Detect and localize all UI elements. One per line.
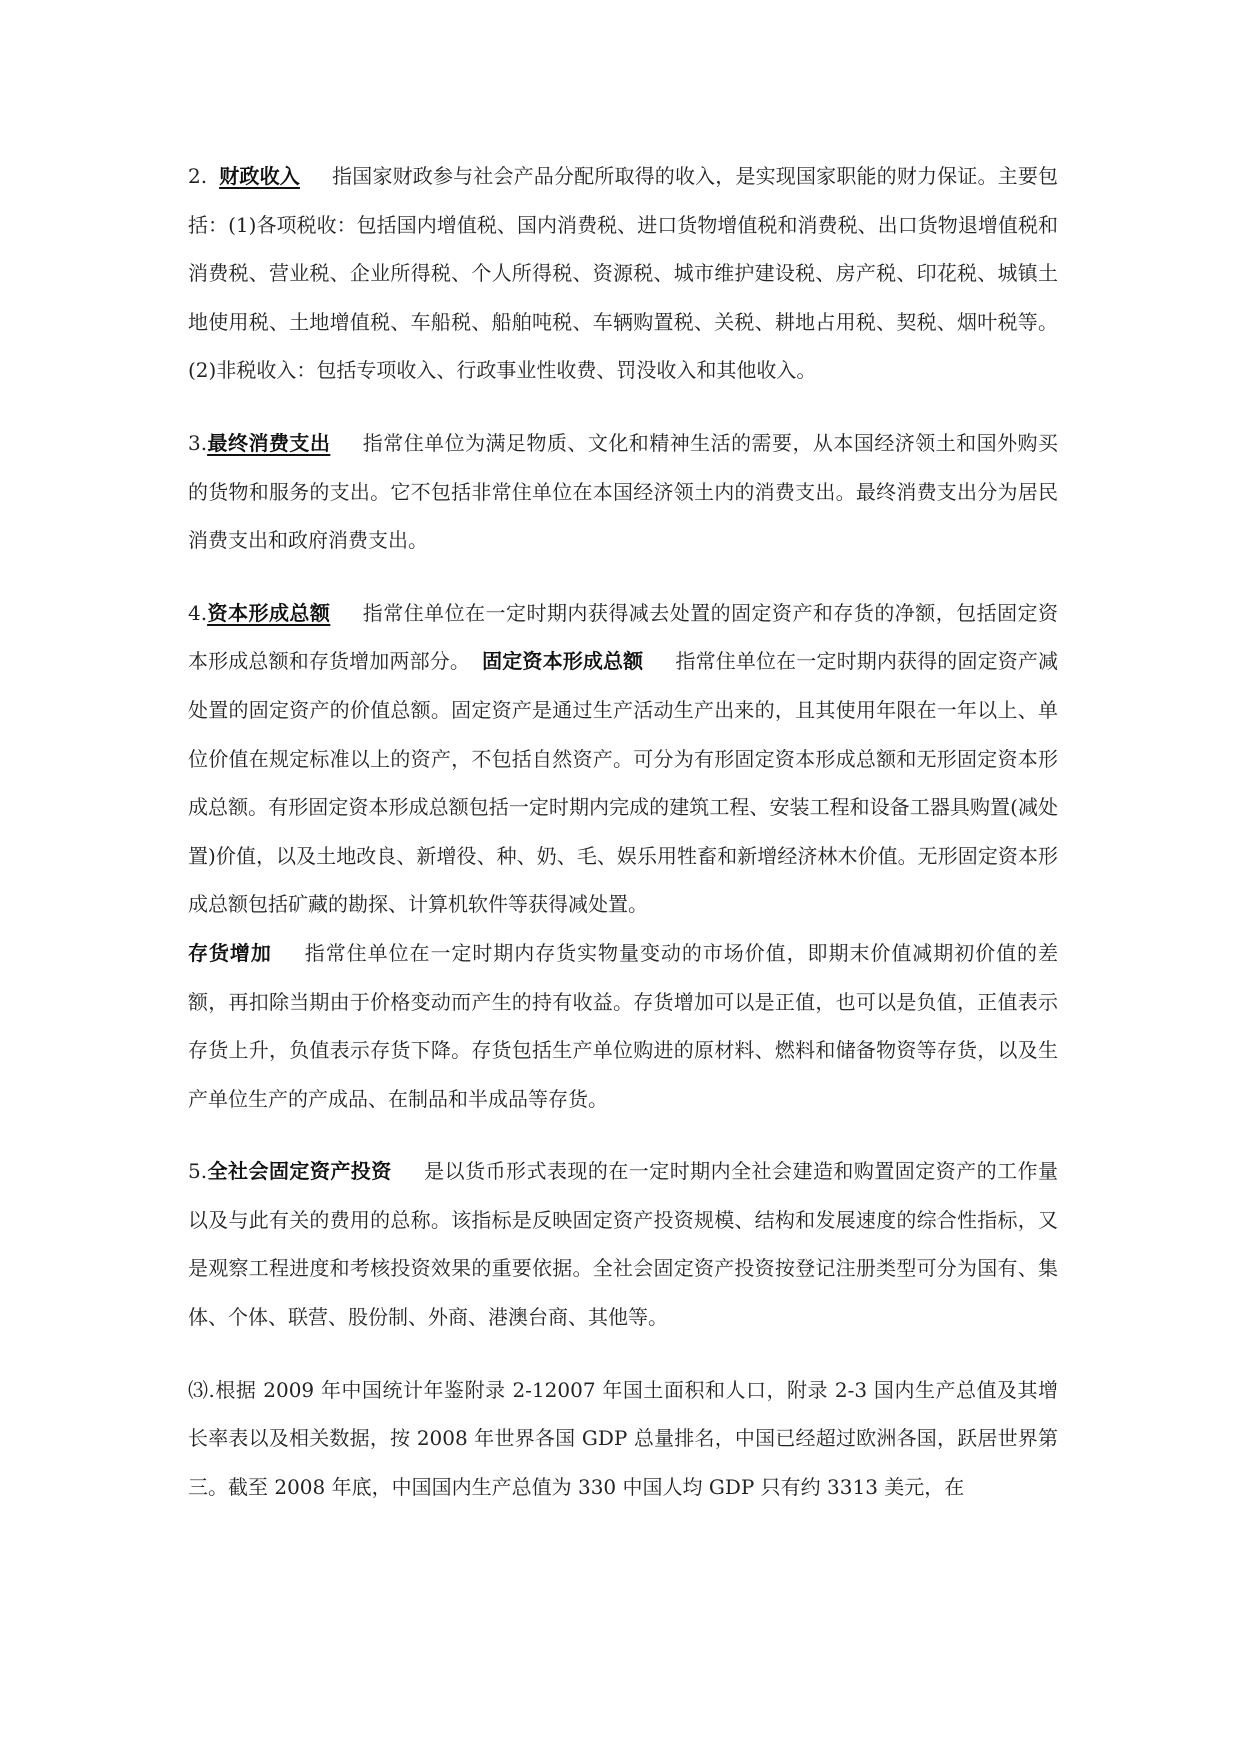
definition-text: 是以货币形式表现的在一定时期内全社会建造和购置固定资产的工作量以及与此有关的费用的总称。该指标是反映固定资产投资规模、结构和发展速度的综合性指标，又是观察工程进度和考核投资效果的重要依据。全社会固定资产投资按登记注册类型可分为国有、集体、个体、联营、股份制、外商、港澳台商、其他等。 <box>188 1159 1059 1330</box>
definition-text: 指国家财政参与社会产品分配所取得的收入，是实现国家职能的财力保证。主要包括：(1)各项税收：包括国内增值税、国内消费税、进口货物增值税和消费税、出口货物退增值税和消费税、营业税、企业所得税、个人所得税、资源税、城市维护建设税、房产税、印花税、城镇土地使用税、土地增值税、车船税、船舶吨税、车辆购置税、关税、耕地占用税、契税、烟叶税等。(2)非税收入：包括专项收入、行政事业性收费、罚没收入和其他收入。 <box>188 164 1059 383</box>
paragraph-final-consumption <box>188 419 1058 565</box>
term-capital-formation: 资本形成总额 <box>207 600 331 625</box>
paragraph-capital-formation <box>188 589 1058 1124</box>
term-final-consumption: 最终消费支出 <box>207 430 331 455</box>
closing-text: ⑶.根据 2009 年中国统计年鉴附录 2-12007 年国土面积和人口，附录 2-3 国内生产总值及其增长率表以及相关数据，按 2008 年世界各国 GDP 总量排名，中国已经超过欧洲各国，跃居世界第三。截至 2008 年底，中国国内生产总值为 330 中国人均 GDP 只有约 3313 美元，在 <box>188 1377 1058 1499</box>
item-number: 4. <box>188 600 208 625</box>
definition-text: 指常住单位为满足物质、文化和精神生活的需要，从本国经济领土和国外购买的货物和服务的支出。它不包括非常住单位在本国经济领土内的消费支出。最终消费支出分为居民消费支出和政府消费支出。 <box>188 430 1059 553</box>
term-fixed-capital-formation: 固定资本形成总额 <box>482 649 644 674</box>
term-fiscal-revenue: 财政收入 <box>219 164 300 188</box>
item-number: 3. <box>188 430 208 455</box>
term-fixed-asset-investment: 全社会固定资产投资 <box>207 1159 392 1184</box>
term-inventory-increase: 存货增加 <box>188 940 272 965</box>
definition-text: 指常住单位在一定时期内存货实物量变动的市场价值，即期末价值减期初价值的差额，再扣除当期由于价格变动而产生的持有收益。存货增加可以是正值，也可以是负值，正值表示存货上升，负值表示存货下降。存货包括生产单位购进的原材料、燃料和储备物资等存货，以及生产单位生产的产成品、在制品和半成品等存货。 <box>188 940 1059 1111</box>
paragraph-fixed-asset-investment <box>188 1147 1058 1341</box>
document-body <box>188 152 1058 1535</box>
paragraph-closing <box>188 1366 1058 1512</box>
item-number: 2. <box>188 164 208 188</box>
definition-text: 指常住单位在一定时期内获得的固定资产减处置的固定资产的价值总额。固定资产是通过生产活动生产出来的，且其使用年限在一年以上、单位价值在规定标准以上的资产，不包括自然资产。可分为有形固定资本形成总额和无形固定资本形成总额。有形固定资本形成总额包括一定时期内完成的建筑工程、安装工程和设备工器具购置(减处置)价值，以及土地改良、新增役、种、奶、毛、娱乐用牲畜和新增经济林木价值。无形固定资本形成总额包括矿藏的勘探、计算机软件等获得减处置。 <box>188 649 1059 917</box>
item-number: 5. <box>188 1159 208 1184</box>
definition-text: 指常住单位在一定时期内获得减去处置的固定资产和存货的净额，包括固定资本形成总额和存货增加两部分。 <box>188 600 1059 674</box>
paragraph-fiscal-revenue <box>188 152 1058 395</box>
